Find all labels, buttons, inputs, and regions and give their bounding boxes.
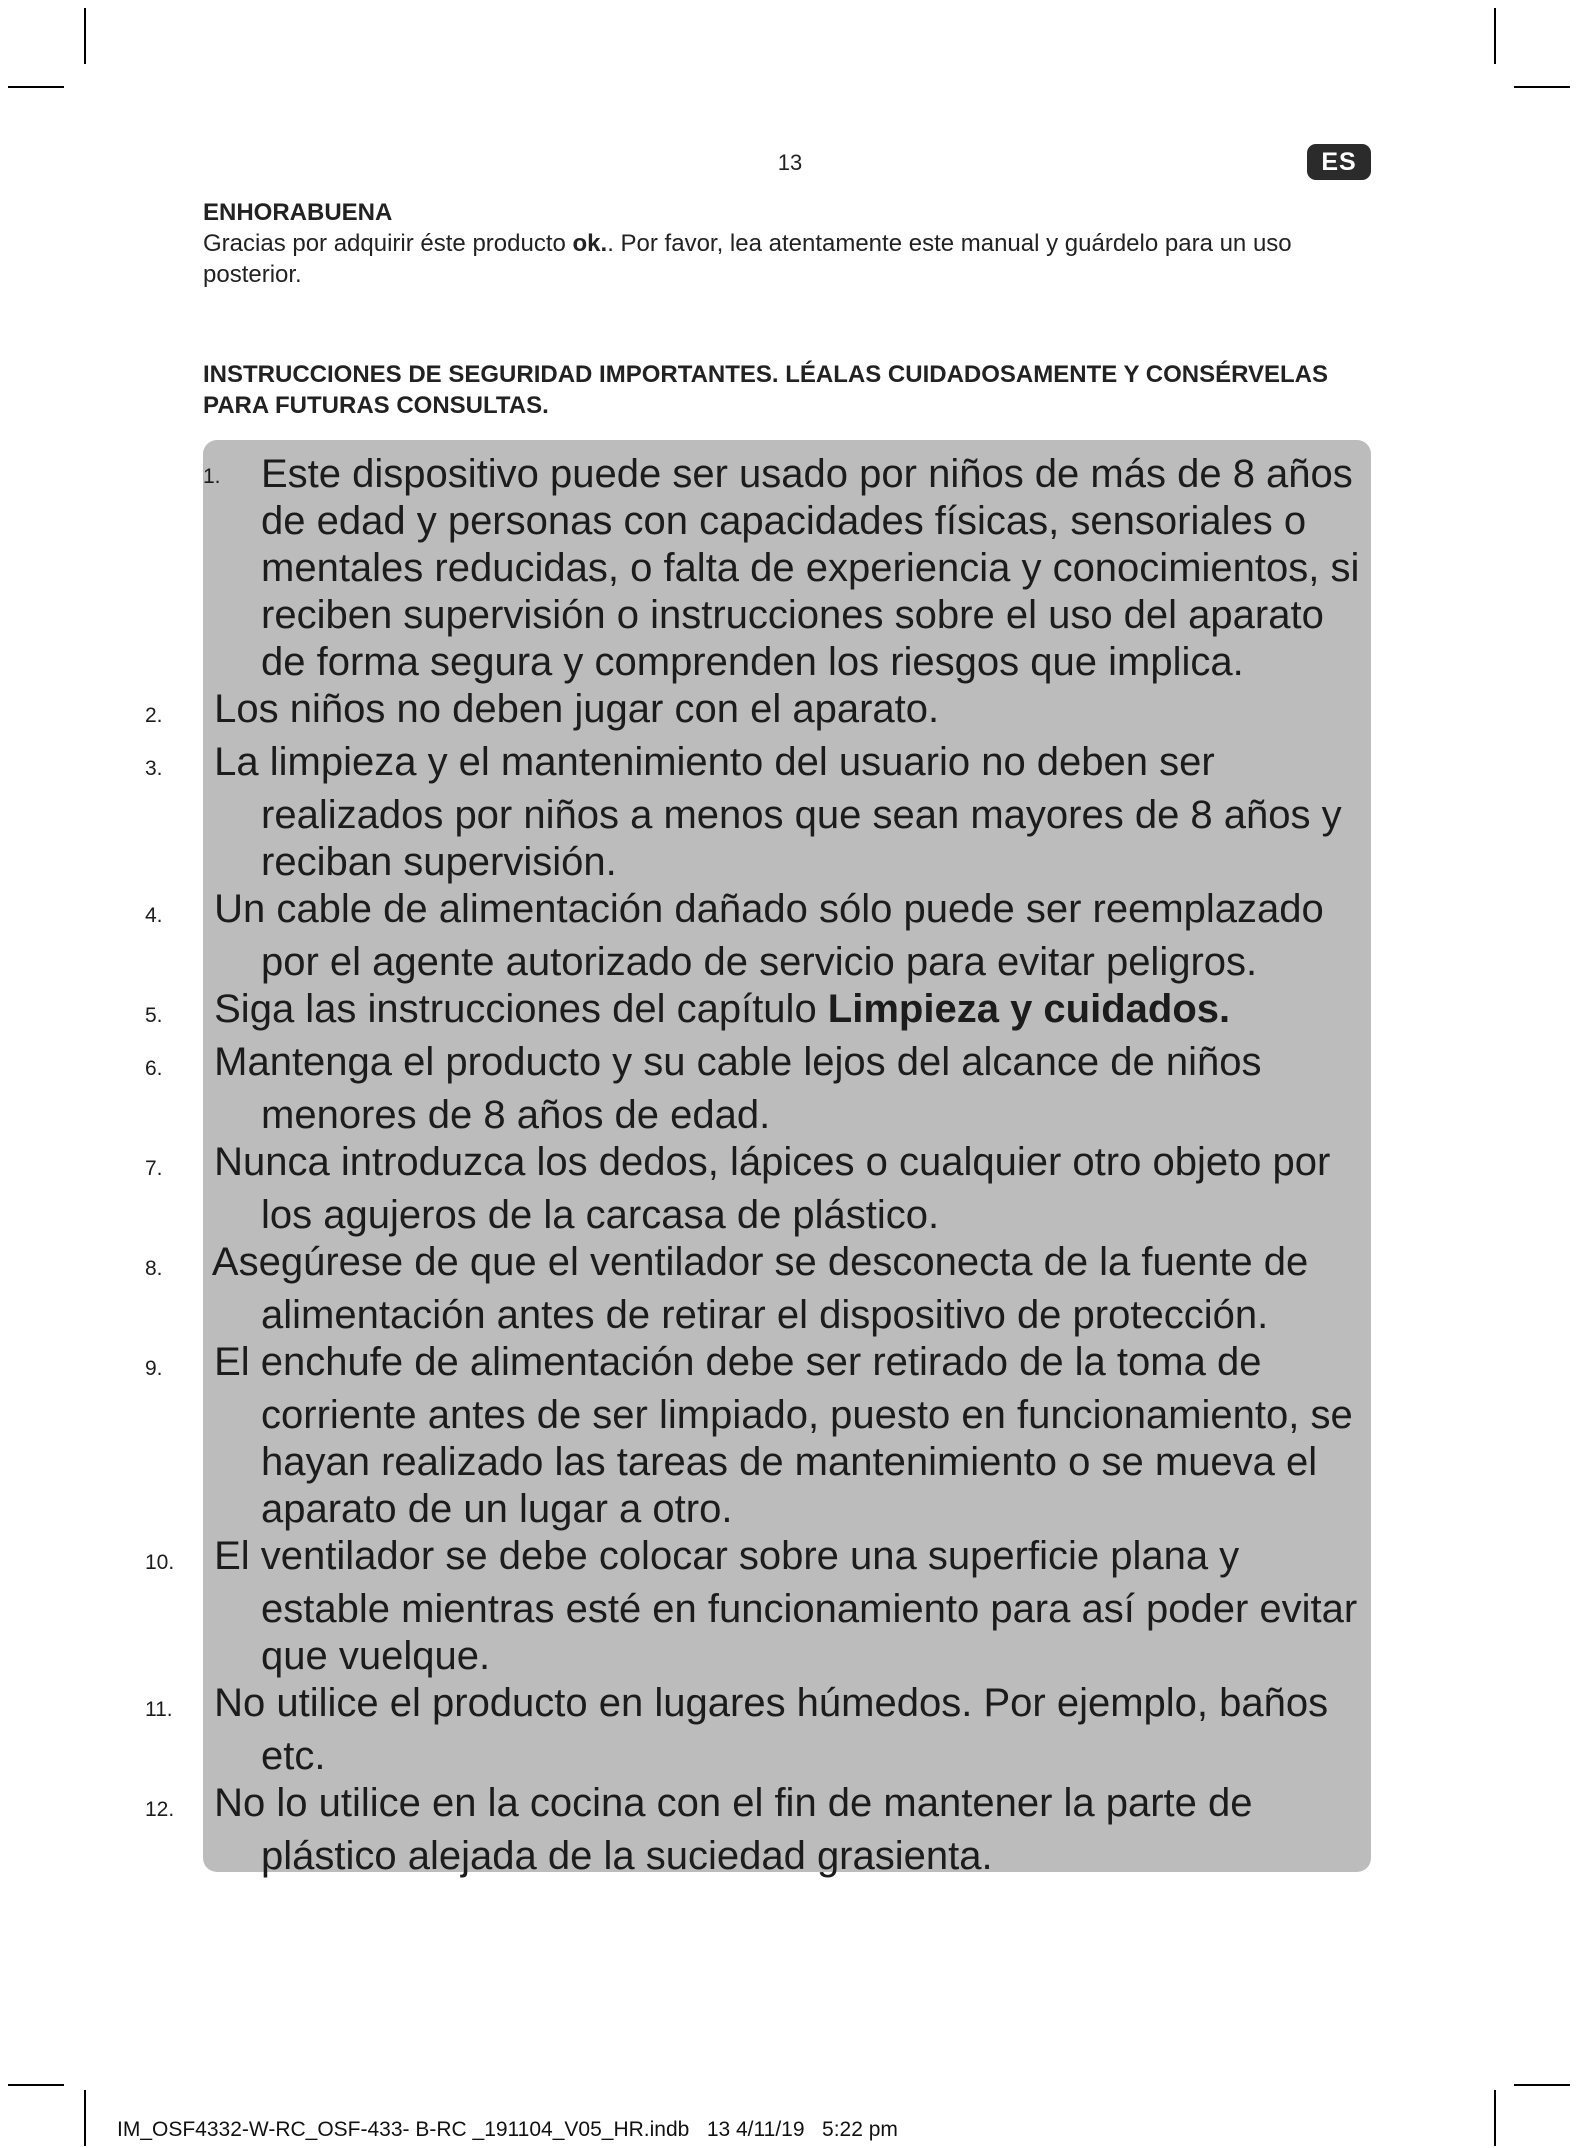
item-text: El ventilador se debe colocar sobre una superficie plana y estable mientras esté en funcionamiento para así poder evitar que vuelque. — [214, 1534, 1358, 1678]
safety-item-2: 2. Los niños no deben jugar con el aparato. — [145, 687, 940, 731]
crop-mark-top-left-vertical — [84, 8, 86, 64]
intro-text — [203, 228, 1373, 290]
item-text: Asegúrese de que el ventilador se desconecta de la fuente de alimentación antes de retirar el dispositivo de protección. — [211, 1240, 1309, 1337]
brand-name: ok. — [572, 230, 608, 257]
item-number: 1. — [203, 465, 221, 488]
item-text: Un cable de alimentación dañado sólo puede ser reemplazado por el agente autorizado de servicio para evitar peligros. — [214, 887, 1324, 984]
crop-mark-top-right-horizontal — [1514, 86, 1570, 88]
crop-mark-bottom-right-vertical — [1494, 2090, 1496, 2146]
item-text: No lo utilice en la cocina con el fin de mantener la parte de plástico alejada de la suciedad grasienta. — [214, 1781, 1253, 1878]
crop-mark-bottom-left-vertical — [84, 2090, 86, 2146]
safety-item-4: 4. Un cable de alimentación dañado sólo puede ser reemplazado por el agente autorizado de servicio para evitar peligros. — [145, 887, 1324, 984]
intro-text-before: Gracias por adquirir éste producto — [203, 230, 573, 257]
safety-item-11: 11. No utilice el producto en lugares húmedos. Por ejemplo, baños etc. — [145, 1681, 1329, 1778]
item-text: Los niños no deben jugar con el aparato. — [214, 687, 940, 731]
safety-heading: INSTRUCCIONES DE SEGURIDAD IMPORTANTES. LÉALAS CUIDADOSAMENTE Y CONSÉRVELAS PARA FUTURAS CONSULTAS. — [203, 361, 1328, 419]
crop-mark-top-right-vertical — [1494, 8, 1496, 64]
item-text: El enchufe de alimentación debe ser retirado de la toma de corriente antes de ser limpiado, puesto en funcionamiento, se hayan realizado las tareas de mantenimiento o se mueva el aparato de un lugar a otro. — [214, 1340, 1353, 1531]
intro-section — [203, 198, 1373, 290]
crop-mark-top-left-horizontal — [8, 86, 64, 88]
intro-title: ENHORABUENA — [203, 199, 393, 226]
item-bold-chapter: Limpieza y cuidados. — [827, 987, 1231, 1031]
print-slug-footer: IM_OSF4332-W-RC_OSF-433- B-RC _191104_V05_HR.indb 13 4/11/19 5:22 pm — [117, 2118, 898, 2141]
intro-text-after: . Por favor, lea atentamente este manual y guárdelo para un uso posterior. — [203, 230, 1292, 288]
safety-item-3: 3. La limpieza y el mantenimiento del usuario no deben ser realizados por niños a menos que sean mayores de 8 años y reciban supervisión. — [145, 740, 1342, 884]
crop-mark-bottom-right-horizontal — [1514, 2084, 1570, 2086]
safety-item-12: 12. No lo utilice en la cocina con el fin de mantener la parte de plástico alejada de la suciedad grasienta. — [145, 1781, 1253, 1878]
safety-item-6: 6. Mantenga el producto y su cable lejos del alcance de niños menores de 8 años de edad. — [145, 1040, 1262, 1137]
safety-item-8: 8. Asegúrese de que el ventilador se desconecta de la fuente de alimentación antes de retirar el dispositivo de protección. — [145, 1240, 1309, 1337]
crop-mark-bottom-left-horizontal — [8, 2084, 64, 2086]
item-text: Este dispositivo puede ser usado por niños de más de 8 años de edad y personas con capacidades físicas, sensoriales o mentales reducidas, o falta de experiencia y conocimientos, si reciben supervisión o instrucciones sobre el uso del aparato de forma segura y comprenden los riesgos que implica. — [261, 452, 1360, 684]
language-badge: ES — [1307, 144, 1371, 180]
safety-item-1 — [203, 451, 1361, 686]
safety-item-9: 9. El enchufe de alimentación debe ser retirado de la toma de corriente antes de ser limpiado, puesto en funcionamiento, se hayan realizado las tareas de mantenimiento o se mueva el aparato de un lugar a otro. — [145, 1340, 1353, 1531]
safety-item-7: 7. Nunca introduzca los dedos, lápices o cualquier otro objeto por los agujeros de la carcasa de plástico. — [145, 1140, 1331, 1237]
item-text: Nunca introduzca los dedos, lápices o cualquier otro objeto por los agujeros de la carcasa de plástico. — [214, 1140, 1331, 1237]
item-text: Siga las instrucciones del capítulo — [214, 987, 828, 1031]
item-text: No utilice el producto en lugares húmedos. Por ejemplo, baños etc. — [214, 1681, 1329, 1778]
safety-item-5: 5. Siga las instrucciones del capítulo Limpieza y cuidados. — [145, 987, 1231, 1031]
safety-instructions-list — [145, 451, 1371, 1880]
safety-item-10: 10. El ventilador se debe colocar sobre una superficie plana y estable mientras esté en funcionamiento para así poder evitar que vuelque. — [145, 1534, 1358, 1678]
page-number: 13 — [777, 150, 803, 175]
item-text: Mantenga el producto y su cable lejos del alcance de niños menores de 8 años de edad. — [214, 1040, 1262, 1137]
item-text: La limpieza y el mantenimiento del usuario no deben ser realizados por niños a menos que sean mayores de 8 años y reciban supervisión. — [214, 740, 1342, 884]
safety-instructions-box — [145, 440, 1371, 1878]
